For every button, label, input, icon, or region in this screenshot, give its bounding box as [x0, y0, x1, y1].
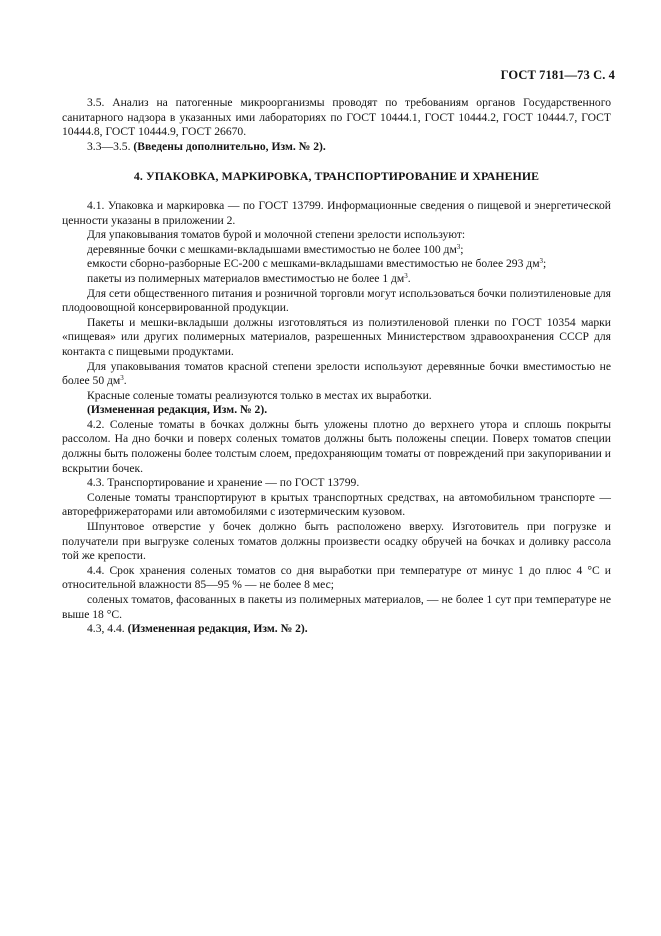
list-item-text: деревянные бочки с мешками-вкладышами вместимостью не более 100 дм [87, 242, 457, 256]
amendment-note: (Измененная редакция, Изм. № 2). [87, 403, 268, 417]
superscript: 3 [456, 242, 461, 251]
paragraph-sale: Красные соленые томаты реализуются только в местах их выработки. [87, 388, 432, 402]
list-item-end: ; [543, 257, 547, 271]
superscript: 3 [539, 257, 544, 266]
superscript: 3 [120, 374, 124, 383]
list-item-text: емкости сборно-разборные ЕС-200 с мешками-вкладышами вместимостью не более 293 дм [87, 257, 540, 271]
list-item-end: ; [460, 242, 464, 256]
section-title: 4. УПАКОВКА, МАРКИРОВКА, ТРАНСПОРТИРОВАНИЕ И ХРАНЕНИЕ [133, 169, 540, 184]
list-item-text: пакеты из полимерных материалов вместимостью не более 1 дм [87, 271, 405, 285]
paragraph-text: Для упаковывания томатов красной степени зрелости используют деревянные бочки вместимостью не более 50 дм [62, 359, 611, 388]
list-item [62, 243, 611, 258]
amendment-paragraph [62, 403, 611, 418]
amendment-note: (Введены дополнительно, Изм. № 2). [133, 139, 326, 153]
paragraph-end: . [123, 374, 127, 388]
paragraph-4-1: 4.1. Упаковка и маркировка — по ГОСТ 13799. Информационные сведения о пищевой и энергетической ценности указаны в приложении 2. [62, 198, 611, 227]
paragraph-3-5: 3.5. Анализ на патогенные микроорганизмы проводят по требованиям органов Государственного санитарного надзора в указанных ими лабораториях по ГОСТ 10444.1, ГОСТ 10444.2, ГОСТ 10444.7, ГОСТ 10444.8, ГОСТ 10444.9, ГОСТ 26670. [62, 96, 611, 139]
paragraph-4-3: 4.3. Транспортирование и хранение — по ГОСТ 13799. [87, 476, 360, 490]
paragraph-packing-intro: Для упаковывания томатов бурой и молочной степени зрелости используют: [87, 228, 466, 242]
paragraph-3-3-3-5 [62, 140, 611, 155]
paragraph-bags: Пакеты и мешки-вкладыши должны изготовляться из полиэтиленовой пленки по ГОСТ 10354 марки «пищевая» или других полимерных материалов, разрешенных Министерством здравоохранения СССР для контакта с пищевыми продуктами. [62, 315, 611, 358]
paragraph-prefix: 3.3—3.5. [87, 139, 134, 153]
amendment-note: (Измененная редакция, Изм. № 2). [127, 622, 308, 636]
paragraph-bags-storage: соленых томатов, фасованных в пакеты из полимерных материалов, — не более 1 сут при температуре не выше 18 °С. [62, 593, 611, 621]
list-item [62, 257, 611, 272]
paragraph-4-2: 4.2. Соленые томаты в бочках должны быть уложены плотно до верхнего утора и сплошь покрыты рассолом. На дно бочки и поверх соленых томатов должны быть положены специи. Поверх томатов специи должны быть положены более толстым слоем, предохраняющим томаты от повреждений при закупоривании и вскрытии бочек. [62, 417, 611, 475]
superscript: 3 [404, 271, 408, 280]
paragraph-transport: Соленые томаты транспортируют в крытых транспортных средствах, на автомобильном транспорте — авторефрижераторами или автомобилями с изотермическим кузовом. [62, 490, 611, 519]
paragraph-red-tomatoes [62, 360, 611, 389]
list-item-end: . [407, 271, 411, 285]
paragraph-prefix: 4.3, 4.4. [87, 622, 128, 636]
page-header: ГОСТ 7181—73 С. 4 [500, 68, 615, 82]
list-item [62, 272, 611, 287]
document-body [62, 96, 611, 637]
paragraph-4-4: 4.4. Срок хранения соленых томатов со дня выработки при температуре от минус 1 до плюс 4 °С и относительной влажности 85—95 % — не более 8 мес; [62, 563, 611, 592]
paragraph-public-catering: Для сети общественного питания и розничной торговли могут использоваться бочки полиэтиленовые для плодоовощной консервированной продукции. [62, 286, 611, 315]
paragraph-bung: Шпунтовое отверстие у бочек должно быть расположено вверху. Изготовитель при погрузке и получатели при выгрузке соленых томатов должны произвести осадку обручей на бочках и доливку рассола той же крепости. [62, 520, 611, 563]
paragraph-4-3-4-4 [62, 622, 611, 637]
